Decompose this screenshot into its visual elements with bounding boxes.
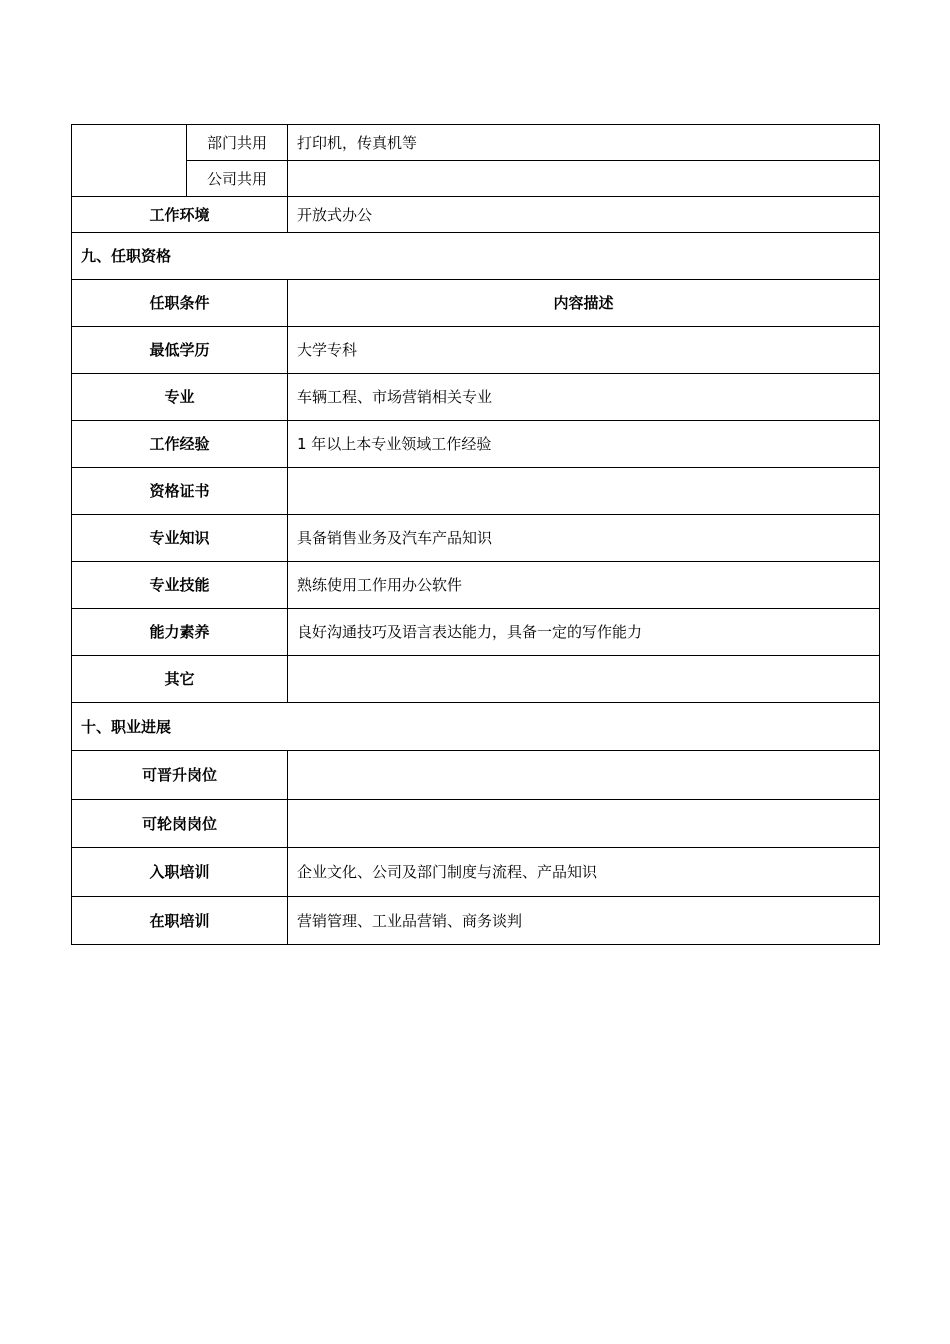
career-label: 在职培训 [72, 897, 288, 945]
company-shared-value [288, 161, 880, 197]
qualification-label: 最低学历 [72, 327, 288, 374]
career-row [72, 800, 880, 848]
section-career-row [72, 703, 880, 751]
qualification-label: 专业知识 [72, 515, 288, 562]
career-value: 营销管理、工业品营销、商务谈判 [288, 897, 880, 945]
career-row [72, 848, 880, 897]
qualification-row [72, 468, 880, 515]
section-career-title: 十、职业进展 [72, 703, 880, 751]
qualification-row [72, 609, 880, 656]
qualification-value: 大学专科 [288, 327, 880, 374]
qualification-label: 其它 [72, 656, 288, 703]
career-label: 可晋升岗位 [72, 751, 288, 800]
qualification-value: 具备销售业务及汽车产品知识 [288, 515, 880, 562]
dept-shared-label: 部门共用 [187, 125, 288, 161]
career-label: 可轮岗岗位 [72, 800, 288, 848]
work-environment-row [72, 197, 880, 233]
qualification-label: 工作经验 [72, 421, 288, 468]
equipment-company-row [72, 161, 880, 197]
career-value [288, 751, 880, 800]
company-shared-label: 公司共用 [187, 161, 288, 197]
section-qualifications-row [72, 233, 880, 280]
qualifications-header-row [72, 280, 880, 327]
qualification-value: 熟练使用工作用办公软件 [288, 562, 880, 609]
qualification-label: 专业 [72, 374, 288, 421]
qualification-value: 车辆工程、市场营销相关专业 [288, 374, 880, 421]
qualification-row [72, 515, 880, 562]
work-environment-value: 开放式办公 [288, 197, 880, 233]
qualification-value [288, 468, 880, 515]
qualification-row [72, 374, 880, 421]
equipment-blank-cell [72, 125, 187, 197]
qualification-label: 专业技能 [72, 562, 288, 609]
career-value [288, 800, 880, 848]
career-row [72, 751, 880, 800]
qualification-row [72, 562, 880, 609]
qualification-row [72, 656, 880, 703]
col-condition-header: 任职条件 [72, 280, 288, 327]
career-row [72, 897, 880, 945]
section-qualifications-title: 九、任职资格 [72, 233, 880, 280]
dept-shared-value: 打印机，传真机等 [288, 125, 880, 161]
work-environment-label: 工作环境 [72, 197, 288, 233]
qualification-label: 资格证书 [72, 468, 288, 515]
qualification-value: 良好沟通技巧及语言表达能力，具备一定的写作能力 [288, 609, 880, 656]
col-description-header: 内容描述 [288, 280, 880, 327]
qualification-row [72, 327, 880, 374]
qualification-value [288, 656, 880, 703]
equipment-dept-row [72, 125, 880, 161]
career-value: 企业文化、公司及部门制度与流程、产品知识 [288, 848, 880, 897]
qualification-row [72, 421, 880, 468]
qualification-label: 能力素养 [72, 609, 288, 656]
job-description-table [71, 124, 880, 945]
career-label: 入职培训 [72, 848, 288, 897]
qualification-value: 1 年以上本专业领域工作经验 [288, 421, 880, 468]
